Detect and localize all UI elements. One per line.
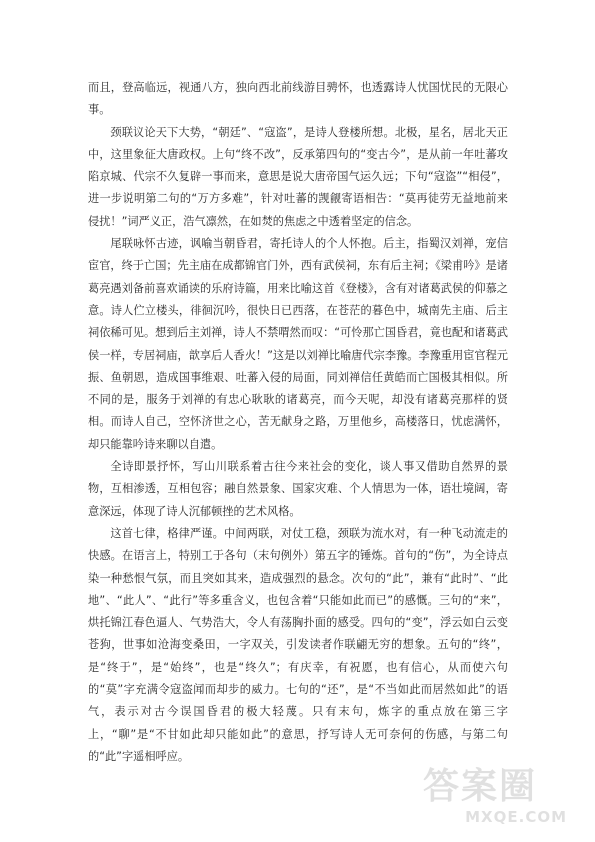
paragraph-2: 颈联议论天下大势，“朝廷”、“寇盗”，是诗人登楼所想。北极，星名，居北天正中，这里象征大唐政权。上句“终不改”，反承第四句的“变古今”，是从前一年吐蕃攻陷京城、代宗不久复辟一事而来，意思是说大唐帝国气运久远；下句“寇盗”“相侵”，进一步说明第二句的“万方多难”，针对吐蕃的觊觎寄语相告：“莫再徒劳无益地前来侵扰！”词严义正，浩气凛然，在如焚的焦虑之中透着坚定的信念。 <box>88 125 508 228</box>
paragraph-3: 尾联咏怀古迹，讽喻当朝昏君，寄托诗人的个人怀抱。后主，指蜀汉刘禅，宠信宦官，终于亡国；先主庙在成都锦官门外，西有武侯祠，东有后主祠；《梁甫吟》是诸葛亮遇刘备前喜欢诵读的乐府诗篇，用来比喻这首《登楼》，含有对诸葛武侯的仰慕之意。诗人伫立楼头，徘徊沉吟，很快日已西落，在苍茫的暮色中，城南先主庙、后主祠依稀可见。想到后主刘禅，诗人不禁喟然而叹：“可怜那亡国昏君，竟也配和诸葛武侯一样，专居祠庙，歆享后人香火！”这是以刘禅比喻唐代宗李豫。李豫重用宦官程元振、鱼朝恩，造成国事维艰、吐蕃入侵的局面，同刘禅信任黄皓而亡国极其相似。所不同的是，服务于刘禅的有忠心耿耿的诸葛亮，而今天呢，却没有诸葛亮那样的贤相。而诗人自己，空怀济世之心，苦无献身之路，万里他乡，高楼落日，忧虑满怀，却只能靠吟诗来聊以自遣。 <box>88 237 508 451</box>
watermark-logo <box>423 758 573 828</box>
document-body <box>88 77 508 768</box>
watermark-sub-text: MXQE.COM <box>465 808 567 826</box>
paragraph-5: 这首七律，格律严谨。中间两联，对仗工稳，颈联为流水对，有一种飞动流走的快感。在语言上，特别工于各句（末句例外）第五字的锤炼。首句的“伤”，为全诗点染一种愁恨气氛，而且突如其来，造成强烈的悬念。次句的“此”，兼有“此时”、“此地”、“此人”、“此行”等多重含义，也包含着“只能如此而已”的感慨。三句的“来”，烘托锦江春色逼人、气势浩大，令人有荡胸扑面的感受。四句的“变”，浮云如白云变苍狗，世事如沧海变桑田，一字双关，引发读者作联翩无穷的想象。五句的“终”，是“终于”，是“始终”，也是“终久”；有庆幸，有祝愿，也有信心，从而使六句的“莫”字充满令寇盗闻而却步的威力。七句的“还”，是“不当如此而居然如此”的语气，表示对古今误国昏君的极大轻蔑。只有末句，炼字的重点放在第三字上，“聊”是“不甘如此却只能如此”的意思，抒写诗人无可奈何的伤感，与第二句的“此”字遥相呼应。 <box>88 526 508 763</box>
paragraph-1: 而且，登高临远，视通八方，独向西北前线游目骋怀，也透露诗人忧国忧民的无限心事。 <box>88 81 508 117</box>
paragraph-4: 全诗即景抒怀，写山川联系着古往今来社会的变化，谈人事又借助自然界的景物，互相渗透，互相包容；融自然景象、国家灾难、个人情思为一体，语壮境阔，寄意深远，体现了诗人沉郁顿挫的艺术风格。 <box>88 460 508 518</box>
watermark-main-text: 答案圈 <box>423 766 538 807</box>
